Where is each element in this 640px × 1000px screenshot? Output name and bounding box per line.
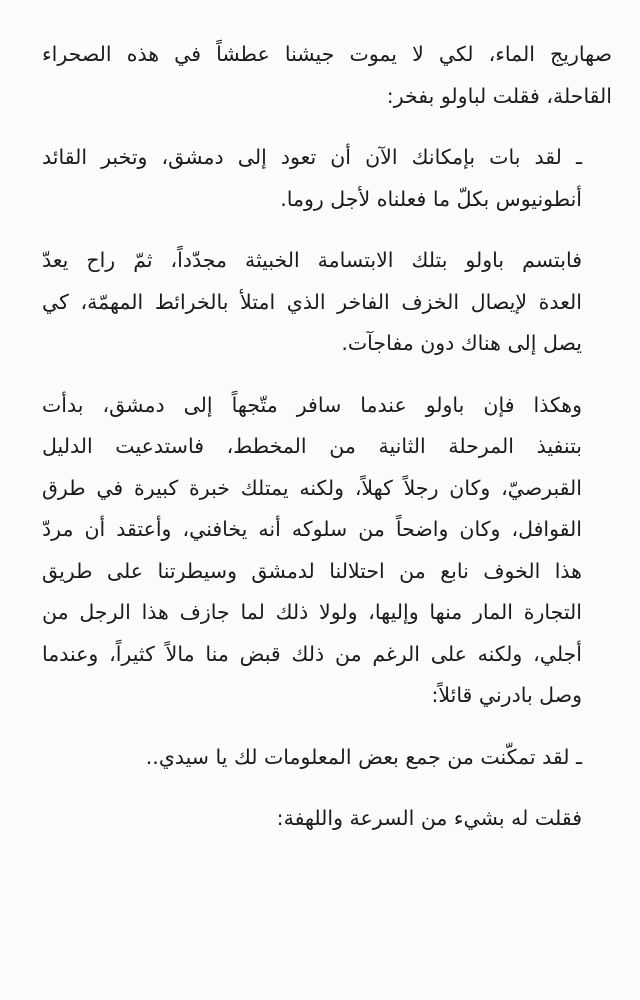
- text-line: ـ لقد بات بإمكانك الآن أن تعود إلى دمشق، وتخبر القائد: [42, 145, 582, 169]
- paragraph-2-dialog: [42, 137, 612, 220]
- text-line: أنطونيوس بكلّ ما فعلناه لأجل روما.: [280, 186, 582, 211]
- text-line: العدة لإيصال الخزف الفاخر الذي امتلأ بالخرائط المهمّة، كي: [42, 289, 582, 314]
- book-page: [42, 34, 612, 980]
- paragraph-4: [42, 385, 612, 717]
- text-line: ـ لقد تمكّنت من جمع بعض المعلومات لك يا سيدي..: [145, 744, 582, 769]
- text-line: التجارة المار منها وإليها، ولولا ذلك لما جازف هذا الرجل من: [42, 600, 582, 624]
- text-line: فقلت له بشيء من السرعة واللهفة:: [276, 806, 582, 830]
- paragraph-3: [42, 240, 612, 365]
- text-line: وهكذا فإن باولو عندما سافر متّجهاً إلى دمشق، بدأت: [42, 392, 582, 417]
- text-line: صهاريج الماء، لكي لا يموت جيشنا عطشاً في هذه الصحراء: [42, 42, 612, 66]
- text-line: هذا الخوف نابع من احتلالنا لدمشق وسيطرتنا على طريق: [42, 558, 582, 583]
- paragraph-1: [42, 34, 612, 117]
- text-line: القوافل، وكان واضحاً من سلوكه أنه يخافني، وأعتقد أن مردّ: [42, 517, 582, 541]
- paragraph-6: [42, 798, 612, 840]
- text-line: فابتسم باولو بتلك الابتسامة الخبيثة مجدّداً، ثمّ راح يعدّ: [42, 248, 582, 272]
- text-line: أجلي، ولكنه على الرغم من ذلك قبض منا مالاً كثيراً، وعندما: [42, 641, 582, 666]
- text-line: يصل إلى هناك دون مفاجآت.: [341, 331, 582, 355]
- text-line: القبرصيّ، وكان رجلاً كهلاً، ولكنه يمتلك خبرة كبيرة في طرق: [42, 475, 582, 500]
- text-line: القاحلة، فقلت لباولو بفخر:: [386, 83, 612, 108]
- text-line: بتنفيذ المرحلة الثانية من المخطط، فاستدعيت الدليل: [42, 434, 582, 458]
- text-line: وصل بادرني قائلاً:: [431, 683, 582, 707]
- paragraph-5-dialog: [42, 737, 612, 779]
